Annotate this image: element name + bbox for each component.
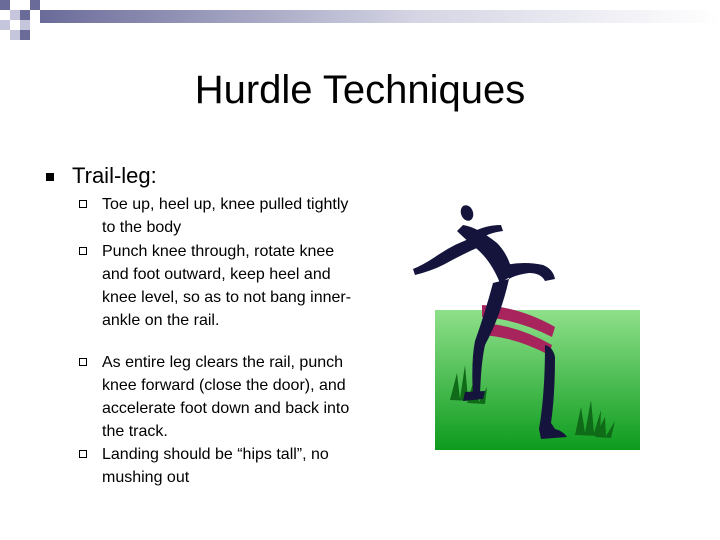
lead-leg xyxy=(505,263,555,281)
arm xyxy=(413,237,479,275)
sub-bullet-text: Toe up, heel up, knee pulled tightly to the body xyxy=(102,196,349,236)
sub-bullet-item xyxy=(75,443,365,489)
hurdler-illustration xyxy=(405,195,640,455)
hollow-square-bullet-icon xyxy=(79,358,87,366)
deco-square xyxy=(10,10,20,20)
head xyxy=(459,203,476,222)
sub-bullet-item xyxy=(75,351,365,443)
header-band xyxy=(40,10,720,23)
hollow-square-bullet-icon xyxy=(79,450,87,458)
hollow-square-bullet-icon xyxy=(79,200,87,208)
header-decoration xyxy=(0,0,720,40)
deco-square xyxy=(10,30,20,40)
sub-bullet-text: Landing should be “hips tall”, no mushing out xyxy=(102,446,329,486)
square-bullet-icon xyxy=(46,173,54,181)
slide-title: Hurdle Techniques xyxy=(194,68,526,112)
sub-bullet-item xyxy=(75,240,365,332)
sub-bullet-text: As entire leg clears the rail, punch knee forward (close the door), and accelerate foot down and back into the track. xyxy=(102,354,350,440)
sub-bullet-item xyxy=(75,193,365,239)
deco-square xyxy=(0,0,10,10)
deco-square xyxy=(30,0,40,10)
bullet-text: Trail-leg: xyxy=(72,163,157,188)
deco-square xyxy=(20,20,30,30)
bullet-item xyxy=(40,162,440,192)
sub-bullet-text: Punch knee through, rotate knee and foot outward, keep heel and knee level, so as to not bang inner-ankle on the rail. xyxy=(102,243,352,329)
deco-square xyxy=(20,30,30,40)
deco-square xyxy=(0,20,10,30)
deco-square xyxy=(20,10,30,20)
hollow-square-bullet-icon xyxy=(79,247,87,255)
